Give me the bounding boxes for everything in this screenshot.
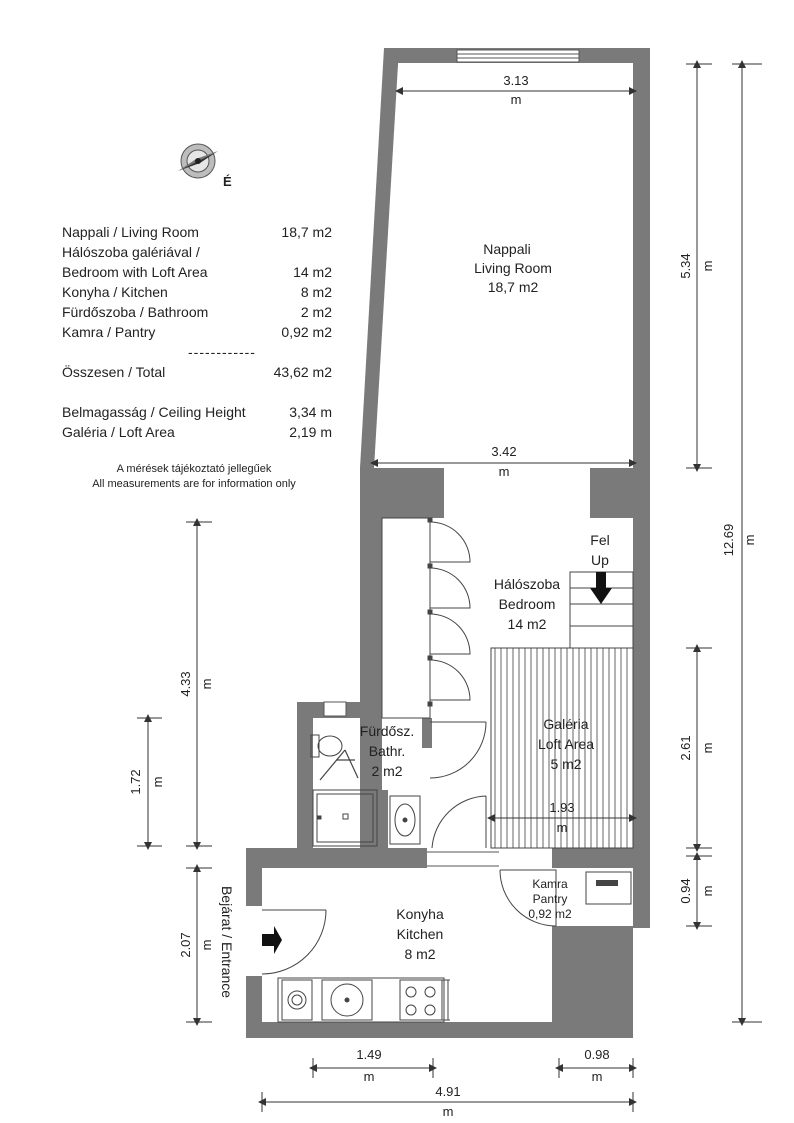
dim-unit: m — [556, 820, 568, 835]
wall-right-lower — [633, 518, 650, 848]
area-row: Konyha / Kitchen 8 m2 — [62, 284, 332, 300]
dim-bedroom-height: 4.33 — [178, 671, 193, 697]
bath-vent — [324, 702, 346, 716]
bath-area: 2 m2 — [371, 763, 403, 779]
dim-living-height: 5.34 — [678, 253, 693, 279]
dim-unit: m — [591, 1069, 603, 1084]
area-row: Bedroom with Loft Area 14 m2 — [62, 264, 332, 280]
compass-icon — [178, 143, 218, 179]
dim-unit: m — [498, 464, 510, 479]
stairs-label-en: Up — [591, 552, 609, 568]
pantry-door-gap — [499, 848, 552, 868]
entrance-label: Bejárat / Entrance — [219, 885, 235, 999]
dim-pantry-width: 0.98 — [584, 1047, 610, 1062]
dim-unit: m — [700, 260, 715, 272]
pantry-name-hu: Kamra — [532, 877, 568, 891]
wall-left-lower — [360, 468, 382, 848]
dim-unit: m — [510, 92, 522, 107]
dim-unit: m — [442, 1104, 454, 1119]
kitchen-name-hu: Konyha — [396, 906, 444, 922]
disclaimer — [44, 462, 344, 492]
wall-bath-left — [297, 702, 313, 848]
washing-machine-icon — [282, 980, 312, 1020]
area-total-row: Összesen / Total 43,62 m2 — [62, 364, 332, 380]
loft-name-hu: Galéria — [543, 716, 589, 732]
kitchen-counter — [278, 978, 450, 1022]
stairs-label-hu: Fel — [590, 532, 610, 548]
pantry-area: 0,92 m2 — [528, 907, 572, 921]
living-area: 18,7 m2 — [487, 279, 539, 295]
living-name-hu: Nappali — [483, 241, 531, 257]
wall-kitchen-bottom — [246, 1022, 552, 1038]
dim-living-bottom: 3.42 — [491, 444, 517, 459]
bedroom-name-hu: Hálószoba — [493, 576, 561, 592]
dim-total-height: 12.69 — [721, 523, 736, 557]
height-row: Belmagasság / Ceiling Height 3,34 m — [62, 404, 332, 420]
wall-living-right — [633, 48, 650, 518]
disclaimer-en: All measurements are for information only — [92, 478, 296, 490]
area-table — [62, 222, 332, 442]
dim-kitchen-width: 1.49 — [356, 1047, 382, 1062]
wall-living-left — [360, 48, 399, 468]
wall-pillar-right — [590, 468, 650, 518]
bath-door — [430, 722, 486, 778]
living-name-en: Living Room — [474, 260, 552, 276]
wall-lower-right-block — [552, 926, 633, 1038]
dim-bath-height: 1.72 — [128, 769, 143, 795]
stairs-arrow-icon — [590, 572, 612, 604]
dim-unit: m — [199, 939, 214, 951]
wall-bath-partition — [380, 790, 388, 848]
bedroom-area: 14 m2 — [507, 616, 547, 632]
dim-unit: m — [150, 776, 165, 788]
loft-name-en: Loft Area — [537, 736, 595, 752]
wardrobe — [382, 518, 470, 718]
area-row: Nappali / Living Room 18,7 m2 — [62, 224, 332, 240]
dim-unit: m — [700, 885, 715, 897]
dim-pantry-height: 0.94 — [678, 878, 693, 904]
dim-living-top: 3.13 — [503, 73, 529, 88]
pantry-shelf-icon — [586, 872, 631, 904]
pantry-name-en: Pantry — [532, 892, 568, 906]
dim-total-width: 4.91 — [435, 1084, 461, 1099]
kitchen-door-gap — [427, 848, 499, 868]
bath-name-en: Bathr. — [368, 743, 406, 759]
hall-door — [432, 796, 486, 848]
dim-unit: m — [742, 534, 757, 546]
area-row: Kamra / Pantry 0,92 m2 — [62, 324, 332, 340]
kitchen-name-en: Kitchen — [396, 926, 444, 942]
area-separator: ------------ — [188, 344, 256, 360]
dim-unit: m — [199, 678, 214, 690]
bath-name-hu: Fürdősz. — [359, 723, 415, 739]
dim-unit: m — [363, 1069, 375, 1084]
entrance-gap — [246, 906, 262, 976]
kitchen-area: 8 m2 — [404, 946, 436, 962]
entrance-arrow-icon — [262, 926, 282, 954]
stove-icon — [400, 980, 442, 1020]
wall-pantry-right — [633, 848, 650, 928]
dim-loft-height: 2.61 — [678, 735, 693, 761]
dim-entrance-height: 2.07 — [178, 932, 193, 958]
bath-towel-rack — [320, 750, 358, 780]
compass-north-letter: É — [223, 174, 232, 189]
area-row: Fürdőszoba / Bathroom 2 m2 — [62, 304, 332, 320]
height-row: Galéria / Loft Area 2,19 m — [62, 424, 332, 440]
dim-loft-width: 1.93 — [549, 800, 575, 815]
window-top — [457, 50, 579, 62]
bedroom-name-en: Bedroom — [498, 596, 556, 612]
dim-unit: m — [700, 742, 715, 754]
wall-pillar-left — [374, 468, 444, 518]
loft-area-value: 5 m2 — [550, 756, 582, 772]
area-row: Hálószoba galériával / — [62, 244, 200, 260]
disclaimer-hu: A mérések tájékoztató jellegűek — [116, 463, 272, 475]
